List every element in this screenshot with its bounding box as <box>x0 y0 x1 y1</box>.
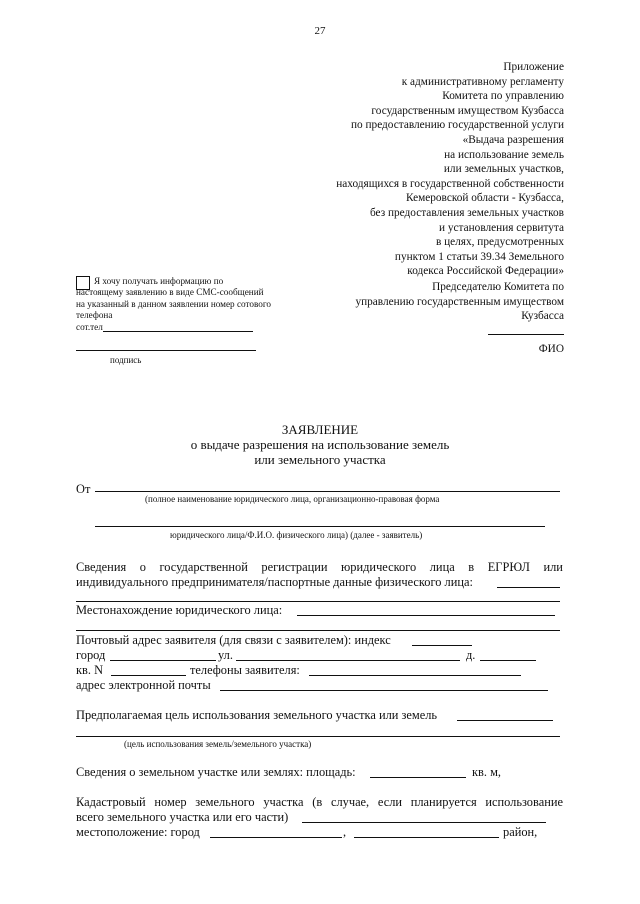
purpose-field-2[interactable] <box>76 736 560 737</box>
postal-index-field[interactable] <box>412 645 472 646</box>
district-label: район, <box>503 825 538 839</box>
appendix-line: «Выдача разрешения <box>462 133 564 146</box>
from-hint: юридического лица/Ф.И.О. физического лица) (далее - заявитель) <box>170 530 423 540</box>
phone-row <box>76 322 306 333</box>
house-field[interactable] <box>480 660 536 661</box>
sms-consent-text: на указанный в данном заявлении номер сотового <box>76 298 271 309</box>
location-field-2[interactable] <box>76 630 560 631</box>
postal-label: Почтовый адрес заявителя (для связи с заявителем): индекс <box>76 633 391 647</box>
word: земельного <box>195 795 255 809</box>
word: Кадастровый <box>76 795 146 809</box>
street-field[interactable] <box>236 660 460 661</box>
street-label: ул. <box>218 648 233 662</box>
appendix-line: в целях, предусмотренных <box>435 236 564 249</box>
appendix-line: государственным имуществом Кузбасса <box>371 104 564 117</box>
phones-label: телефоны заявителя: <box>190 663 300 677</box>
location-field[interactable] <box>297 615 555 616</box>
document-subtitle: о выдаче разрешения на использование земель <box>190 437 450 452</box>
appendix-line: кодекса Российской Федерации» <box>407 265 564 278</box>
cadastral-line2: всего земельного участка или его части) <box>76 810 289 824</box>
from-field-2[interactable] <box>95 526 545 527</box>
word: лица <box>429 560 455 574</box>
appendix-line: по предоставлению государственной услуги <box>350 119 564 132</box>
area-label: Сведения о земельном участке или землях: площадь: <box>76 765 356 779</box>
word: регистрации <box>261 560 328 574</box>
email-field[interactable] <box>220 690 548 691</box>
word: номер <box>154 795 187 809</box>
word: планируется <box>410 795 477 809</box>
sms-consent-text: настоящему заявлению в виде СМС-сообщений <box>76 287 264 298</box>
from-hint: (полное наименование юридического лица, организационно-правовая форма <box>145 494 440 504</box>
sms-consent-checkbox[interactable] <box>76 276 90 290</box>
word: юридического <box>341 560 417 574</box>
addressee-block <box>324 280 564 356</box>
word: государственной <box>159 560 248 574</box>
area-unit: кв. м, <box>472 765 502 779</box>
purpose-field[interactable] <box>457 720 553 721</box>
sms-consent-text: телефона <box>76 310 113 321</box>
appendix-line: и установления сервитута <box>439 221 564 234</box>
word: Сведения <box>76 560 127 574</box>
document-title: ЗАЯВЛЕНИЕ <box>281 422 359 437</box>
sms-consent-block <box>76 276 306 333</box>
cadastral-row <box>76 795 563 810</box>
addressee-line: Председателю Комитета по <box>432 281 564 293</box>
word: в <box>468 560 475 574</box>
document-subtitle: или земельного участка <box>254 452 386 467</box>
from-field[interactable] <box>95 491 560 492</box>
location-city-field[interactable] <box>210 837 342 838</box>
word: или <box>543 560 563 574</box>
cadastral-field[interactable] <box>302 822 546 823</box>
apartment-field[interactable] <box>111 675 186 676</box>
page-number: 27 <box>314 25 326 37</box>
sms-consent-text: Я хочу получать информацию по <box>94 276 224 286</box>
location-district-field[interactable] <box>354 837 499 838</box>
registration-field-2[interactable] <box>76 601 560 602</box>
fio-field[interactable] <box>488 334 564 335</box>
appendix-header <box>264 60 564 279</box>
registration-line2: индивидуального предпринимателя/паспортные данные физического лица: <box>76 575 473 589</box>
phone-field[interactable] <box>103 331 253 332</box>
location-label: Местонахождение юридического лица: <box>76 603 283 617</box>
appendix-line: находящихся в государственной собственности <box>336 177 564 190</box>
area-field[interactable] <box>370 777 466 778</box>
word: участка <box>263 795 304 809</box>
phone-label: сот.тел <box>76 321 103 332</box>
fio-row <box>324 326 564 356</box>
signature-label: подпись <box>110 355 142 365</box>
word: о <box>139 560 146 574</box>
word: случае, <box>330 795 370 809</box>
appendix-line: Комитета по управлению <box>442 90 564 103</box>
word: использование <box>485 795 563 809</box>
registration-field[interactable] <box>497 587 560 588</box>
registration-row <box>76 560 563 575</box>
appendix-line: пунктом 1 статьи 39.34 Земельного <box>394 250 564 263</box>
email-label: адрес электронной почты <box>76 678 211 692</box>
word: ЕГРЮЛ <box>487 560 530 574</box>
word: если <box>377 795 403 809</box>
city-field[interactable] <box>110 660 216 661</box>
word: (в <box>312 795 323 809</box>
appendix-line: Приложение <box>503 61 564 73</box>
appendix-line: к административному регламенту <box>401 75 564 88</box>
city-label: город <box>76 648 106 662</box>
purpose-label: Предполагаемая цель использования земельного участка или земель <box>76 708 438 722</box>
appendix-line: или земельных участков, <box>443 163 564 176</box>
addressee-line: Кузбасса <box>521 310 564 323</box>
location2-label: местоположение: город <box>76 825 200 839</box>
from-label: От <box>76 482 91 496</box>
appendix-line: без предоставления земельных участков <box>369 206 564 219</box>
phones-field[interactable] <box>309 675 521 676</box>
appendix-line: на использование земель <box>444 148 564 161</box>
fio-label: ФИО <box>538 342 564 355</box>
apartment-label: кв. N <box>76 663 104 677</box>
appendix-line: Кемеровской области - Кузбасса, <box>405 192 564 205</box>
purpose-hint: (цель использования земель/земельного участка) <box>124 739 312 749</box>
addressee-line: управлению государственным имуществом <box>355 295 564 308</box>
comma: , <box>343 825 347 839</box>
signature-field[interactable] <box>76 350 256 351</box>
house-label: д. <box>466 648 476 662</box>
